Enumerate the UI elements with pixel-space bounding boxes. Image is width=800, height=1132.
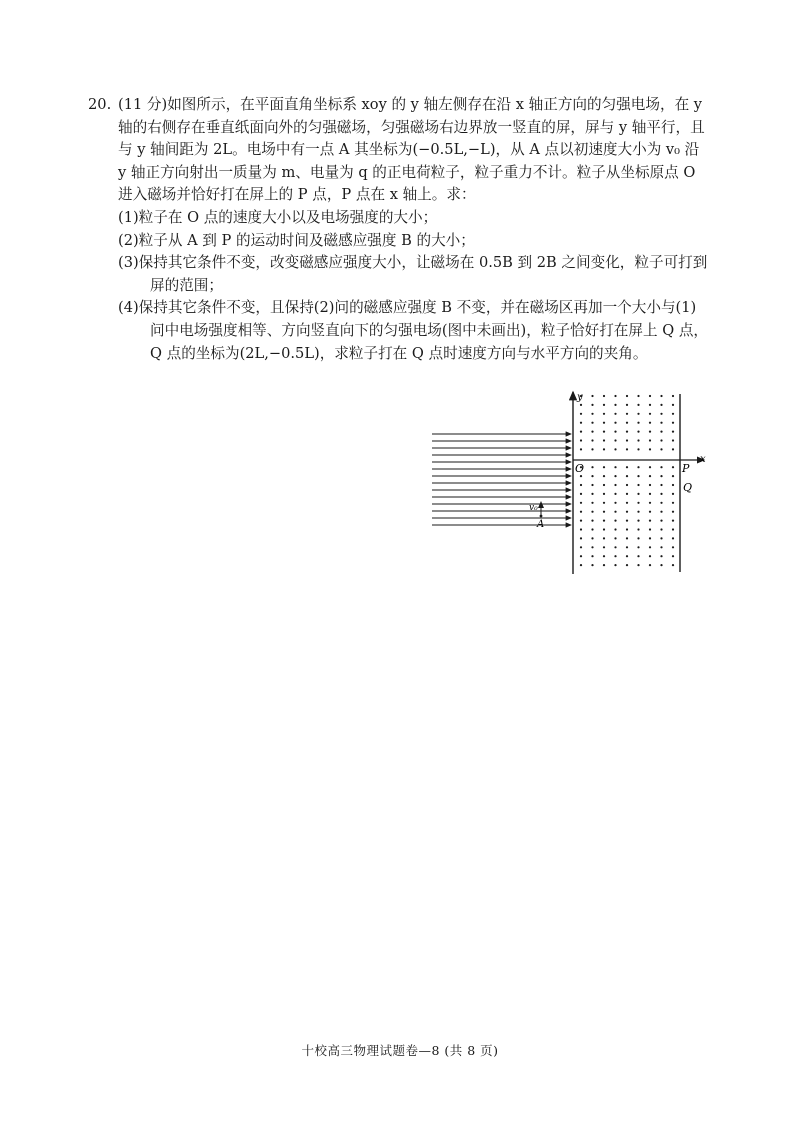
page-footer: 十校高三物理试题卷—8 (共 8 页) xyxy=(301,1043,499,1058)
field-dot xyxy=(637,546,639,548)
field-dot xyxy=(626,484,628,486)
field-dot xyxy=(672,564,674,566)
field-dot xyxy=(591,439,593,441)
field-dot xyxy=(626,502,628,504)
field-dot xyxy=(614,422,616,424)
field-dot xyxy=(580,475,582,477)
field-dot xyxy=(591,484,593,486)
field-dot xyxy=(672,511,674,513)
field-dot xyxy=(626,546,628,548)
field-dot xyxy=(626,493,628,495)
field-dot xyxy=(660,448,662,450)
field-dot xyxy=(637,466,639,468)
field-dot xyxy=(660,439,662,441)
field-dot xyxy=(649,520,651,522)
question-20 xyxy=(88,94,708,365)
field-dot xyxy=(603,520,605,522)
field-dot xyxy=(649,448,651,450)
field-dot xyxy=(614,466,616,468)
field-dot xyxy=(660,493,662,495)
question-part-4: (4)保持其它条件不变，且保持(2)问的磁感应强度 B 不变，并在磁场区再加一个大小与(1)问中电场强度相等、方向竖直向下的匀强电场(图中未画出)，粒子恰好打在屏上 Q 点，Q 点的坐标为(2L,−0.5L)，求粒子打在 Q 点时速度方向与水平方向的夹角。 xyxy=(118,299,709,362)
field-dot xyxy=(660,546,662,548)
field-dot xyxy=(591,395,593,397)
field-dot xyxy=(626,448,628,450)
field-dot xyxy=(672,422,674,424)
field-dot xyxy=(626,537,628,539)
field-dot xyxy=(626,431,628,433)
field-dot xyxy=(603,537,605,539)
point-a-marker xyxy=(540,515,543,518)
field-dot xyxy=(637,404,639,406)
field-dot xyxy=(603,555,605,557)
field-dot xyxy=(614,439,616,441)
field-dot xyxy=(591,413,593,415)
field-dot xyxy=(603,413,605,415)
field-dot xyxy=(637,502,639,504)
field-dot xyxy=(591,511,593,513)
field-dot xyxy=(637,484,639,486)
field-dot xyxy=(649,475,651,477)
question-number: 20. xyxy=(88,96,112,113)
field-dot xyxy=(672,493,674,495)
field-dot xyxy=(626,439,628,441)
field-dot xyxy=(672,466,674,468)
field-dot xyxy=(626,555,628,557)
field-dot xyxy=(591,546,593,548)
field-dot xyxy=(672,448,674,450)
field-dot xyxy=(591,466,593,468)
field-dot xyxy=(580,439,582,441)
field-dot xyxy=(591,564,593,566)
field-dot xyxy=(591,520,593,522)
field-dot xyxy=(649,564,651,566)
field-dot xyxy=(591,502,593,504)
electric-field-lines xyxy=(432,434,571,525)
field-dot xyxy=(660,555,662,557)
field-dot xyxy=(660,564,662,566)
field-dot xyxy=(614,413,616,415)
field-dot xyxy=(603,448,605,450)
field-dot xyxy=(660,422,662,424)
field-dot xyxy=(637,395,639,397)
field-dot xyxy=(603,546,605,548)
velocity-label: v₀ xyxy=(529,503,538,513)
field-dot xyxy=(672,404,674,406)
field-dot xyxy=(672,439,674,441)
field-dot xyxy=(660,475,662,477)
field-dot xyxy=(614,484,616,486)
field-dot xyxy=(591,493,593,495)
field-dot xyxy=(672,395,674,397)
field-dot xyxy=(672,537,674,539)
field-dot xyxy=(580,546,582,548)
field-dot xyxy=(672,555,674,557)
field-dot xyxy=(637,537,639,539)
field-dot xyxy=(580,511,582,513)
field-dot xyxy=(637,431,639,433)
field-dot xyxy=(626,395,628,397)
question-stem-text: (11 分)如图所示，在平面直角坐标系 xoy 的 y 轴左侧存在沿 x 轴正方向的匀强电场，在 y 轴的右侧存在垂直纸面向外的匀强磁场，匀强磁场右边界放一竖直的屏，屏与 y 轴平行，且与 y 轴间距为 2L。电场中有一点 A 其坐标为(−0.5L,−L)，从 A 点以初速度大小为 v₀ 沿 y 轴正方向射出一质量为 m、电量为 q 的正电荷粒子，粒子重力不计。粒子从坐标原点 O 进入磁场并恰好打在屏上的 P 点，P 点在 x 轴上。求： xyxy=(118,96,705,204)
field-dot xyxy=(672,484,674,486)
field-dot xyxy=(614,493,616,495)
point-p-label: P xyxy=(682,462,690,475)
field-dot xyxy=(649,422,651,424)
field-dot xyxy=(580,413,582,415)
field-dot xyxy=(603,404,605,406)
field-dot xyxy=(660,537,662,539)
field-dot xyxy=(672,520,674,522)
field-dot xyxy=(649,528,651,530)
field-dot xyxy=(649,439,651,441)
field-dot xyxy=(626,466,628,468)
field-dot xyxy=(580,493,582,495)
field-dot xyxy=(591,537,593,539)
field-dot xyxy=(580,564,582,566)
field-dot xyxy=(649,466,651,468)
field-dot xyxy=(637,511,639,513)
field-dot xyxy=(649,413,651,415)
field-dot xyxy=(603,502,605,504)
field-dot xyxy=(591,528,593,530)
field-dot xyxy=(649,555,651,557)
field-dot xyxy=(614,404,616,406)
field-dot xyxy=(603,431,605,433)
field-dot xyxy=(637,422,639,424)
field-dot xyxy=(603,493,605,495)
field-dot xyxy=(637,475,639,477)
field-dot xyxy=(649,484,651,486)
point-a-label: A xyxy=(537,519,545,530)
field-dot xyxy=(580,448,582,450)
field-dot xyxy=(626,520,628,522)
field-dot xyxy=(660,502,662,504)
field-dot xyxy=(649,431,651,433)
field-dot xyxy=(614,520,616,522)
field-dot xyxy=(637,564,639,566)
field-dot xyxy=(672,502,674,504)
y-axis-label: y xyxy=(577,392,583,403)
field-dot xyxy=(660,466,662,468)
field-dot xyxy=(672,431,674,433)
magnetic-field-dots xyxy=(580,395,674,566)
field-dot xyxy=(614,528,616,530)
field-dot xyxy=(603,439,605,441)
field-dot xyxy=(626,404,628,406)
field-dot xyxy=(580,484,582,486)
field-dot xyxy=(649,546,651,548)
field-dot xyxy=(672,413,674,415)
field-dot xyxy=(603,564,605,566)
field-dot xyxy=(603,528,605,530)
field-dot xyxy=(591,555,593,557)
field-dot xyxy=(660,484,662,486)
field-dot xyxy=(626,413,628,415)
field-dot xyxy=(603,466,605,468)
field-dot xyxy=(580,555,582,557)
field-dot xyxy=(637,413,639,415)
field-diagram xyxy=(428,386,718,576)
field-dot xyxy=(672,475,674,477)
question-part-2: (2)粒子从 A 到 P 的运动时间及磁感应强度 B 的大小； xyxy=(118,231,475,249)
field-dot xyxy=(614,448,616,450)
field-dot xyxy=(580,422,582,424)
x-axis-label: x xyxy=(700,454,706,465)
field-dot xyxy=(649,404,651,406)
field-dot xyxy=(603,475,605,477)
field-dot xyxy=(626,564,628,566)
field-dot xyxy=(649,511,651,513)
field-dot xyxy=(580,520,582,522)
field-dot xyxy=(614,511,616,513)
point-q-label: Q xyxy=(683,481,693,494)
field-dot xyxy=(660,528,662,530)
field-dot xyxy=(626,475,628,477)
field-dot xyxy=(649,395,651,397)
question-stem xyxy=(88,94,708,207)
field-dot xyxy=(614,546,616,548)
field-dot xyxy=(580,404,582,406)
field-dot xyxy=(660,520,662,522)
field-dot xyxy=(660,431,662,433)
field-dot xyxy=(603,422,605,424)
field-dot xyxy=(637,493,639,495)
question-part-3: (3)保持其它条件不变，改变磁感应强度大小，让磁场在 0.5B 到 2B 之间变化，粒子可打到屏的范围； xyxy=(118,254,708,294)
origin-label: O xyxy=(575,462,585,475)
field-dot xyxy=(603,511,605,513)
field-dot xyxy=(637,555,639,557)
question-part-1: (1)粒子在 O 点的速度大小以及电场强度的大小； xyxy=(118,208,438,226)
field-dot xyxy=(614,395,616,397)
field-dot xyxy=(649,502,651,504)
field-dot xyxy=(660,404,662,406)
field-dot xyxy=(591,431,593,433)
field-dot xyxy=(591,448,593,450)
field-dot xyxy=(580,431,582,433)
field-dot xyxy=(614,564,616,566)
field-dot xyxy=(637,439,639,441)
field-dot xyxy=(580,537,582,539)
field-dot xyxy=(672,528,674,530)
field-dot xyxy=(591,422,593,424)
field-dot xyxy=(603,395,605,397)
field-dot xyxy=(614,431,616,433)
field-dot xyxy=(637,520,639,522)
field-dot xyxy=(614,555,616,557)
field-dot xyxy=(637,448,639,450)
field-dot xyxy=(591,404,593,406)
field-dot xyxy=(626,511,628,513)
physics-figure xyxy=(428,386,718,576)
field-dot xyxy=(580,502,582,504)
field-dot xyxy=(614,475,616,477)
question-parts xyxy=(118,207,708,365)
field-dot xyxy=(660,395,662,397)
field-dot xyxy=(637,528,639,530)
field-dot xyxy=(614,537,616,539)
field-dot xyxy=(660,413,662,415)
field-dot xyxy=(626,422,628,424)
field-dot xyxy=(614,502,616,504)
field-dot xyxy=(660,511,662,513)
field-dot xyxy=(626,528,628,530)
field-dot xyxy=(603,484,605,486)
field-dot xyxy=(649,493,651,495)
field-dot xyxy=(591,475,593,477)
field-dot xyxy=(672,546,674,548)
field-dot xyxy=(580,528,582,530)
field-dot xyxy=(649,537,651,539)
